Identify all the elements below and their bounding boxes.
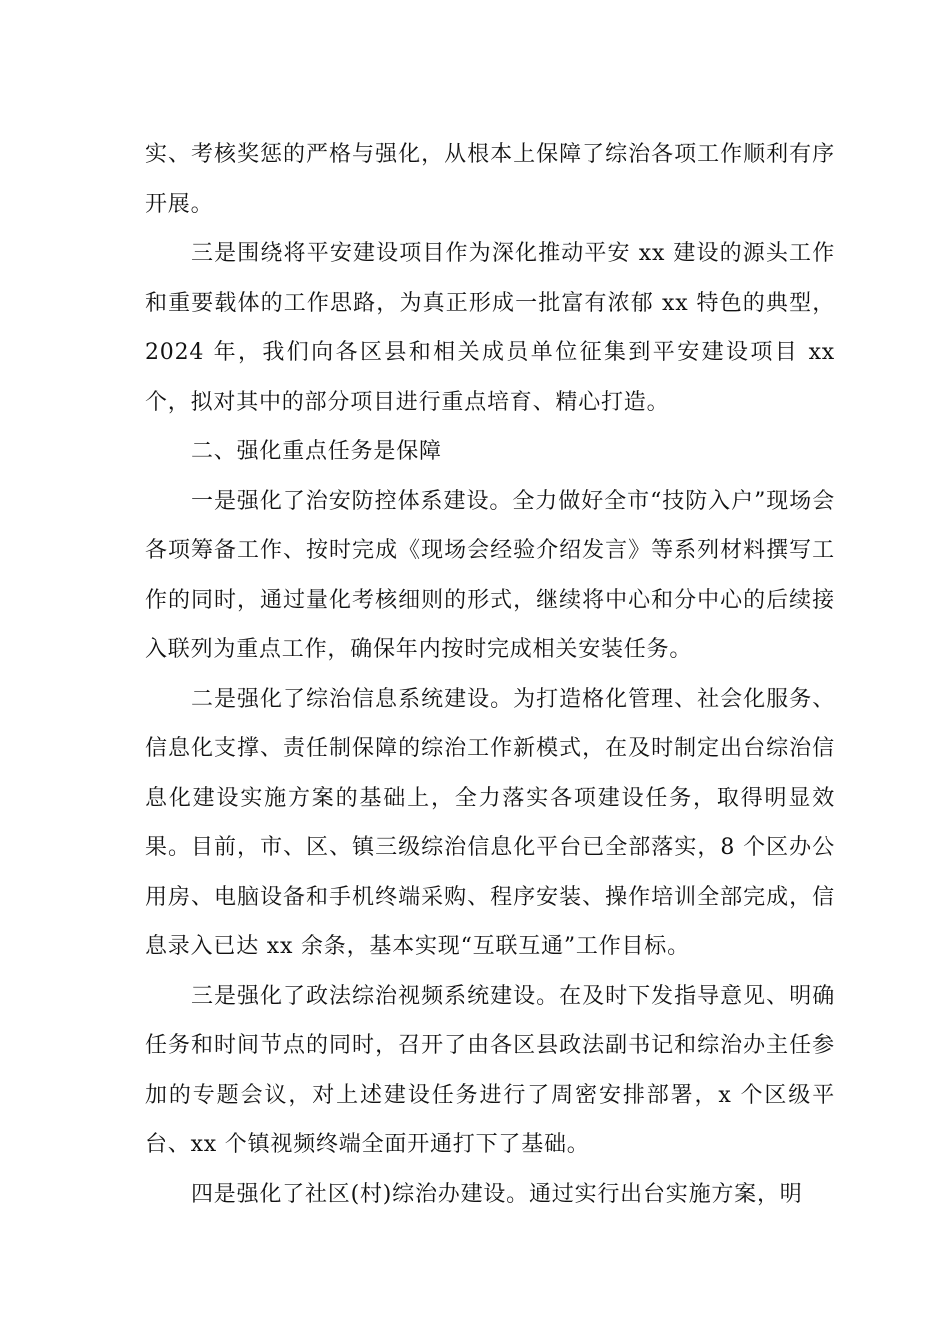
section-heading: 二、强化重点任务是保障 bbox=[191, 439, 442, 464]
paragraph-security-system: 一是强化了治安防控体系建设。全力做好全市“技防入户”现场会各项筹备工作、按时完成《现场会经验介绍发言》等系列材料撰写工作的同时，通过量化考核细则的形式，继续将中心和分中心的后续接入联列为重点工作，确保年内按时完成相关安装任务。 bbox=[145, 488, 835, 662]
document-body bbox=[145, 130, 835, 1219]
paragraph-project-building: 三是围绕将平安建设项目作为深化推动平安 xx 建设的源头工作和重要载体的工作思路，为真正形成一批富有浓郁 xx 特色的典型，2024 年，我们向各区县和相关成员单位征集到平安建设项目 xx 个，拟对其中的部分项目进行重点培育、精心打造。 bbox=[145, 241, 835, 415]
paragraph-community-office: 四是强化了社区(村)综治办建设。通过实行出台实施方案，明 bbox=[191, 1181, 803, 1207]
paragraph-video-system: 三是强化了政法综治视频系统建设。在及时下发指导意见、明确任务和时间节点的同时，召开了由各区县政法副书记和综治办主任参加的专题会议，对上述建设任务进行了周密安排部署，x 个区级平台、xx 个镇视频终端全面开通打下了基础。 bbox=[145, 983, 835, 1157]
paragraph-continued: 实、考核奖惩的严格与强化，从根本上保障了综治各项工作顺利有序开展。 bbox=[145, 142, 835, 217]
paragraph-information-system: 二是强化了综治信息系统建设。为打造格化管理、社会化服务、信息化支撑、责任制保障的综治工作新模式，在及时制定出台综治信息化建设实施方案的基础上，全力落实各项建设任务，取得明显效果。目前，市、区、镇三级综治信息化平台已全部落实，8 个区办公用房、电脑设备和手机终端采购、程序安装、操作培训全部完成，信息录入已达 xx 余条，基本实现“互联互通”工作目标。 bbox=[145, 686, 835, 959]
